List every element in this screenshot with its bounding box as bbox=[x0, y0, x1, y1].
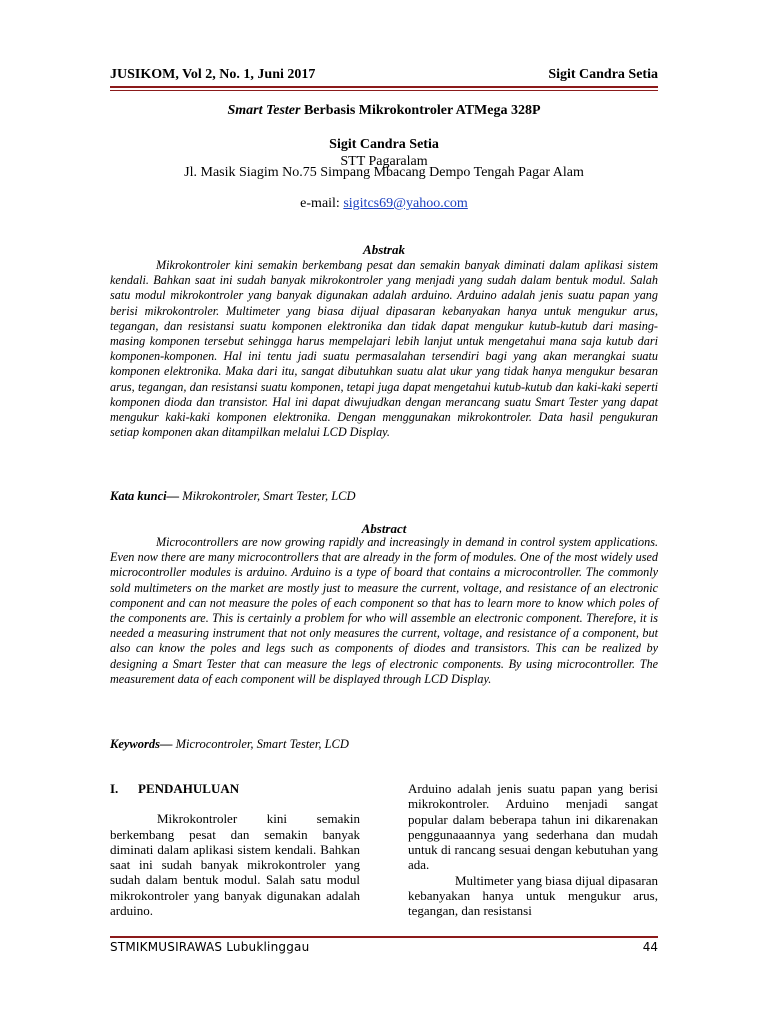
kata-kunci-label: Kata kunci— bbox=[110, 489, 180, 503]
title-italic: Smart Tester bbox=[227, 103, 301, 118]
abstrak-heading: Abstrak bbox=[363, 242, 405, 257]
header-rule-thin bbox=[110, 90, 658, 91]
section-left-text: Mikrokontroler kini semakin berkembang pesat dan semakin banyak diminati dalam aplikasi sistem kendali. Bahkan saat ini sudah banyak mikrokontroler yang sudah dalam bentuk modul. Salah satu modul mikrokontroler yang banyak digunakan adalah arduino. bbox=[110, 811, 360, 919]
email-label: e-mail: bbox=[300, 196, 344, 211]
kata-kunci-text: Mikrokontroler, Smart Tester, LCD bbox=[179, 489, 356, 503]
section-number: I. bbox=[110, 781, 119, 796]
abstract-text: Microcontrollers are now growing rapidly and increasingly in demand in control system applications. Even now there are many microcontrollers that are already in the form of modules. One of the most widely used microcontroller modules is arduino. Arduino is a type of board that contains a microcontroller. The commonly sold multimeters on the market are mostly just to measure the current, voltage, and resistance of an electronic component and can not measure the poles of each component so that has to learn more to know which poles of the components are. This is certainly a problem for who will assemble an electronic component. Therefore, it is needed a measuring instrument that not only measures the current, voltage, and resistance of a component, but also can know the poles and legs such as components of diodes and transistors. This can be realized by designing a Smart Tester that can measure the legs of electronic components. By using microcontroller. The measurement data of each component will be displayed through LCD Display. bbox=[110, 535, 658, 686]
title-rest: Berbasis Mikrokontroler ATMega 328P bbox=[300, 103, 541, 118]
abstrak-text: Mikrokontroler kini semakin berkembang pesat dan semakin banyak diminati dalam aplikasi sistem kendali. Bahkan saat ini sudah banyak mikrokontroler yang menjadi yang sudah dalam bentuk modul. Salah satu modul mikrokontroler yang banyak digunakan adalah arduino. Arduino adalah jenis suatu papan yang berisi mikrokontroler. Multimeter yang biasa dijual dipasaran kebanyakan hanya untuk mengukur arus, tegangan, dan resistansi suatu komponen elektronika dan tidak dapat mengukur kutub-kutub dari masing-masing komponen tersebut sehingga harus mempelajari lebih lanjut untuk mengetahui mana saja kutub dari komponen-komponen. Hal ini tentu jadi suatu permasalahan tersendiri bagi yang akan merangkai suatu komponen elektronika. Maka dari itu, sangat dibutuhkan suatu alat ukur yang tidak hanya mengukur besaran arus, tegangan, dan resistansi suatu komponen, tetapi juga dapat mengetahui kutub-kutub dan kaki-kaki seperti komponen dioda dan transistor. Hal ini dapat diwujudkan dengan merancang suatu Smart Tester yang dapat mengukur kaki-kaki komponen elektronika. Dengan menggunakan mikrokontroler. Data hasil pengukuran setiap komponen akan ditampilkan melalui LCD Display. bbox=[110, 258, 658, 440]
keywords-text: Microcontroler, Smart Tester, LCD bbox=[172, 737, 349, 751]
kata-kunci bbox=[110, 489, 356, 504]
author-name: Sigit Candra Setia bbox=[329, 137, 439, 152]
section-title: PENDAHULUAN bbox=[138, 781, 240, 796]
right-column bbox=[408, 781, 658, 919]
header-rule bbox=[110, 86, 658, 88]
page-number: 44 bbox=[642, 940, 658, 954]
author-affiliation: STT Pagaralam bbox=[340, 154, 428, 169]
keywords bbox=[110, 737, 349, 752]
keywords-label: Keywords— bbox=[110, 737, 173, 751]
abstrak-paragraph bbox=[110, 258, 658, 440]
footer-rule bbox=[110, 936, 658, 938]
right-paragraph-1: Arduino adalah jenis suatu papan yang berisi mikrokontroler. Arduino menjadi sangat popular dalam beberapa tahun ini dikarenakan penggunaaannya yang sederhana dan mudah untuk di rancang sesuai dengan kebutuhan yang ada. bbox=[408, 781, 658, 873]
paper-title bbox=[110, 103, 658, 119]
email-link[interactable]: sigitcs69@yahoo.com bbox=[343, 196, 468, 211]
section-paragraph bbox=[110, 811, 360, 918]
journal-header: JUSIKOM, Vol 2, No. 1, Juni 2017 bbox=[110, 67, 316, 82]
abstract-heading: Abstract bbox=[361, 521, 407, 536]
author-email-line bbox=[110, 196, 658, 212]
author-address: Jl. Masik Siagim No.75 Simpang Mbacang Dempo Tengah Pagar Alam bbox=[184, 165, 584, 180]
footer-institution: STMIKMUSIRAWAS Lubuklinggau bbox=[110, 940, 310, 954]
header-author: Sigit Candra Setia bbox=[548, 67, 658, 82]
right-text-2: Multimeter yang biasa dijual dipasaran kebanyakan hanya untuk mengukur arus, tegangan, dan resistansi bbox=[408, 872, 658, 919]
left-column bbox=[110, 781, 360, 918]
abstract-paragraph bbox=[110, 535, 658, 687]
right-paragraph-2 bbox=[408, 873, 658, 919]
section-heading bbox=[110, 781, 360, 796]
